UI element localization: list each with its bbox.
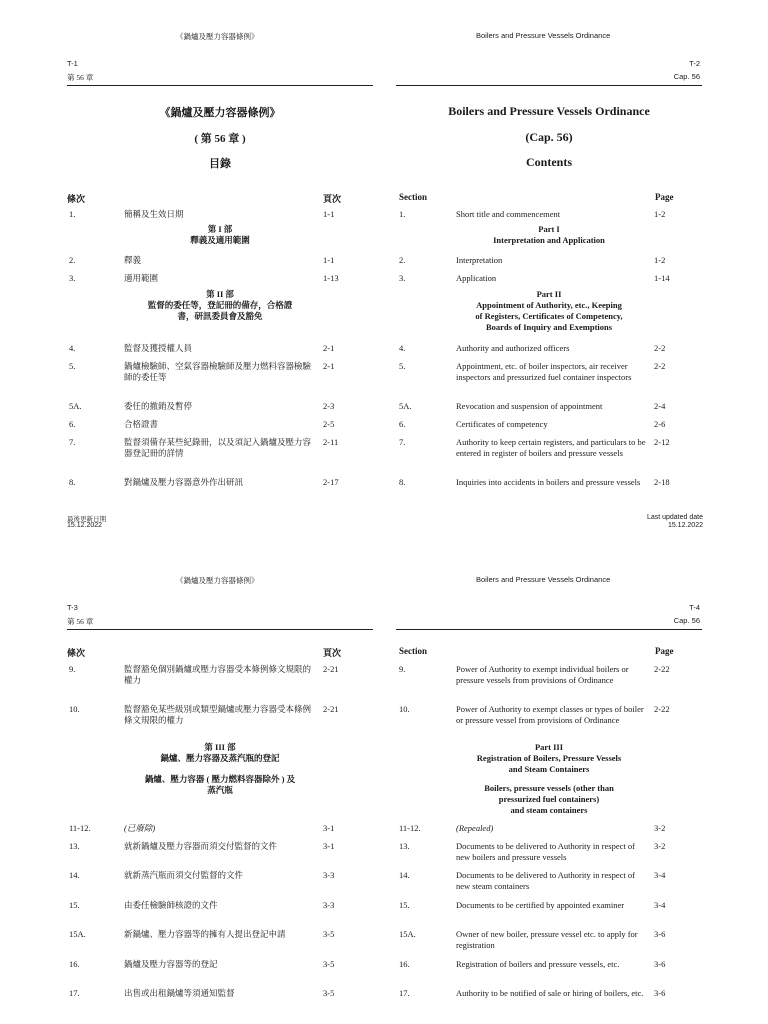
section-title: 就新蒸汽瓶而須交付監督的文件 (124, 870, 244, 880)
section-title: Authority to be notified of sale or hiring of boilers, etc. (456, 988, 644, 998)
part-title-cont: 書，研訊委員會及豁免 (177, 311, 263, 321)
part-title: 鍋爐、壓力容器及蒸汽瓶的登記 (160, 753, 280, 763)
zh-part-heading (67, 224, 373, 246)
part-number: 第 III 部 (204, 742, 236, 752)
section-number: 4. (399, 343, 406, 353)
page-ref: 3-4 (654, 900, 666, 910)
section-title: 由委任檢驗師核證的文件 (124, 900, 218, 910)
page-ref: 3-6 (654, 988, 666, 998)
section-title: Power of Authority to exempt classes or types of boiler or pressure vessel from provisions of Ordinance (456, 704, 644, 725)
page-ref: 2-22 (654, 704, 670, 714)
en-section-header: Section (399, 646, 427, 656)
part-title-cont: Boards of Inquiry and Exemptions (485, 322, 613, 332)
part-number: Part I (538, 224, 560, 234)
section-number: 14. (399, 870, 410, 880)
running-header-zh: 《鍋爐及壓力容器條例》 (176, 32, 259, 41)
part-title: Appointment of Authority, etc., Keeping (476, 300, 622, 310)
page-ref: 2-17 (323, 477, 339, 487)
page-ref: 3-3 (323, 870, 335, 880)
subpart-title-cont: and steam containers (510, 805, 588, 815)
running-header-zh: 《鍋爐及壓力容器條例》 (176, 576, 259, 585)
part-title: 釋義及適用範圍 (190, 235, 250, 245)
page-ref: 3-6 (654, 929, 666, 939)
section-title: (已廢除) (124, 823, 156, 833)
section-title: Short title and commencement (456, 209, 561, 219)
subpart-title-cont: 蒸汽瓶 (207, 785, 233, 795)
en-contents-title: Contents (525, 155, 572, 169)
zh-part-heading (67, 289, 373, 322)
section-number: 2. (399, 255, 406, 265)
section-title: 出售或出租鍋爐等須通知監督 (124, 988, 235, 998)
section-title: 委任的撤銷及暫停 (124, 401, 193, 411)
page-ref: 3-1 (323, 841, 335, 851)
left-page-number: T-3 (67, 603, 78, 612)
part-number: 第 I 部 (207, 224, 233, 234)
section-number: 10. (399, 704, 410, 714)
section-number: 11-12. (69, 823, 91, 833)
en-part-heading (396, 289, 702, 333)
section-number: 8. (69, 477, 76, 487)
section-number: 17. (69, 988, 80, 998)
section-number: 17. (399, 988, 410, 998)
section-title: Documents to be delivered to Authority in respect of new steam containers (456, 870, 635, 891)
page-ref: 2-11 (323, 437, 339, 447)
section-number: 9. (69, 664, 76, 674)
part-title-cont: of Registers, Certificates of Competency, (475, 311, 623, 321)
right-chapter: Cap. 56 (673, 616, 700, 625)
section-title: 新鍋爐、壓力容器等的擁有人提出登記申請 (124, 929, 286, 939)
subpart-title: Boilers, pressure vessels (other than (484, 783, 614, 793)
header-rule-right (396, 85, 702, 86)
section-number: 15. (399, 900, 410, 910)
section-number: 9. (399, 664, 406, 674)
page-ref: 3-2 (654, 841, 666, 851)
section-number: 5. (69, 361, 76, 371)
zh-section-header: 條次 (67, 194, 86, 204)
section-number: 11-12. (399, 823, 421, 833)
section-title: Power of Authority to exempt individual boilers or pressure vessels from provisions of Ordinance (456, 664, 629, 685)
part-number: 第 II 部 (206, 289, 234, 299)
section-title: 就新鍋爐及壓力容器而須交付監督的文件 (124, 841, 278, 851)
section-number: 7. (399, 437, 406, 447)
zh-part-heading (67, 742, 373, 796)
section-number: 16. (69, 959, 80, 969)
page-ref: 1-1 (323, 255, 335, 265)
part-title: Registration of Boilers, Pressure Vessels (476, 753, 622, 763)
section-number: 1. (399, 209, 406, 219)
zh-page-header: 頁次 (323, 194, 342, 204)
zh-chapter-title: ( 第 56 章 ) (194, 133, 246, 145)
section-title: Revocation and suspension of appointment (456, 401, 603, 411)
header-rule-left (67, 629, 373, 630)
page-ref: 2-2 (654, 361, 666, 371)
section-title: Authority to keep certain registers, and particulars to be entered in register of boilers and pressure vessels (456, 437, 646, 458)
section-number: 14. (69, 870, 80, 880)
page-ref: 2-5 (323, 419, 335, 429)
page-ref: 3-1 (323, 823, 335, 833)
section-title: 簡稱及生效日期 (124, 209, 184, 219)
page-ref: 3-6 (654, 959, 666, 969)
page-ref: 1-1 (323, 209, 335, 219)
section-title: 監督及獲授權人員 (124, 343, 193, 353)
page-ref: 1-2 (654, 209, 666, 219)
header-rule-right (396, 629, 702, 630)
section-number: 15. (69, 900, 80, 910)
zh-contents-title: 目錄 (209, 158, 231, 170)
subpart-title-cont: pressurized fuel containers) (498, 794, 600, 804)
section-title: Appointment, etc. of boiler inspectors, air receiver inspectors and pressurized fuel container inspectors (456, 361, 632, 382)
section-title: Documents to be certified by appointed examiner (456, 900, 625, 910)
en-page-header: Page (655, 646, 674, 656)
page-ref: 2-22 (654, 664, 670, 674)
part-title-cont: and Steam Containers (508, 764, 590, 774)
section-number: 5A. (399, 401, 412, 411)
section-number: 5. (399, 361, 406, 371)
right-page-number: T-4 (689, 603, 700, 612)
left-chapter: 第 56 章 (67, 73, 94, 82)
left-page-number: T-1 (67, 59, 78, 68)
section-title: (Repealed) (456, 823, 494, 833)
section-number: 10. (69, 704, 80, 714)
en-page-header: Page (655, 192, 674, 202)
section-number: 6. (69, 419, 76, 429)
running-header-en: Boilers and Pressure Vessels Ordinance (476, 31, 611, 40)
section-number: 15A. (399, 929, 416, 939)
section-number: 7. (69, 437, 76, 447)
section-title: 監督豁免某些級別或類型鍋爐或壓力容器受本條例條文規限的權力 (124, 704, 312, 725)
page-ref: 3-4 (654, 870, 666, 880)
page-ref: 2-2 (654, 343, 666, 353)
section-number: 3. (399, 273, 406, 283)
zh-page-header: 頁次 (323, 648, 342, 658)
en-chapter-title: (Cap. 56) (525, 130, 573, 144)
zh-section-header: 條次 (67, 648, 86, 658)
last-updated-label-zh: 最後更新日期 (67, 516, 106, 523)
section-number: 3. (69, 273, 76, 283)
page-ref: 2-6 (654, 419, 666, 429)
page-ref: 2-4 (654, 401, 666, 411)
header-rule-left (67, 85, 373, 86)
page-ref: 3-3 (323, 900, 335, 910)
section-title: Owner of new boiler, pressure vessel etc. to apply for registration (456, 929, 638, 950)
running-header-en: Boilers and Pressure Vessels Ordinance (476, 575, 611, 584)
section-title: 監督須備存某些紀錄冊，以及須記入鍋爐及壓力容器登記冊的詳情 (124, 437, 312, 458)
section-title: Registration of boilers and pressure vessels, etc. (456, 959, 620, 969)
last-updated-label-en: Last updated date (646, 514, 703, 521)
section-title: Application (456, 273, 497, 283)
section-number: 6. (399, 419, 406, 429)
page-ref: 3-5 (323, 929, 335, 939)
page-ref: 3-2 (654, 823, 666, 833)
section-title: Documents to be delivered to Authority in respect of new boilers and pressure vessels (456, 841, 635, 862)
section-title: 監督豁免個別鍋爐或壓力容器受本條例條文規限的權力 (124, 664, 312, 685)
en-title: Boilers and Pressure Vessels Ordinance (448, 104, 650, 118)
page-ref: 2-21 (323, 664, 339, 674)
page-ref: 2-1 (323, 343, 335, 353)
page-ref: 1-14 (654, 273, 670, 283)
section-title: Authority and authorized officers (456, 343, 570, 353)
page-ref: 2-3 (323, 401, 335, 411)
page-ref: 3-5 (323, 988, 335, 998)
subpart-title: 鍋爐、壓力容器 ( 壓力燃料容器除外 ) 及 (144, 774, 296, 784)
right-page-number: T-2 (689, 59, 700, 68)
last-updated-date-en: 15.12.2022 (667, 522, 703, 529)
section-title: Certificates of competency (456, 419, 548, 429)
section-number: 16. (399, 959, 410, 969)
section-title: 對鍋爐及壓力容器意外作出研訊 (124, 477, 244, 487)
en-part-heading (396, 742, 702, 816)
section-title: 適用範圍 (124, 273, 159, 283)
page-ref: 2-18 (654, 477, 670, 487)
section-number: 13. (399, 841, 410, 851)
part-title: 監督的委任等，登記冊的備存，合格證 (147, 300, 293, 310)
section-number: 8. (399, 477, 406, 487)
section-title: 鍋爐及壓力容器等的登記 (124, 959, 218, 969)
right-chapter: Cap. 56 (673, 72, 700, 81)
section-number: 15A. (69, 929, 86, 939)
en-part-heading (396, 224, 702, 246)
section-number: 4. (69, 343, 76, 353)
last-updated-date-zh: 15.12.2022 (67, 522, 103, 529)
section-number: 5A. (69, 401, 82, 411)
en-section-header: Section (399, 192, 427, 202)
section-number: 1. (69, 209, 76, 219)
section-title: 合格證書 (124, 419, 159, 429)
section-title: 鍋爐檢驗師、空氣容器檢驗師及壓力燃料容器檢驗師的委任等 (124, 361, 312, 382)
page-ref: 2-1 (323, 361, 335, 371)
page-ref: 1-13 (323, 273, 339, 283)
part-number: Part III (534, 742, 564, 752)
section-number: 13. (69, 841, 80, 851)
page-ref: 1-2 (654, 255, 666, 265)
section-title: Interpretation (456, 255, 503, 265)
part-title: Interpretation and Application (493, 235, 605, 245)
section-title: Inquiries into accidents in boilers and pressure vessels (456, 477, 641, 487)
page-ref: 3-5 (323, 959, 335, 969)
page-ref: 2-21 (323, 704, 339, 714)
zh-title: 《鍋爐及壓力容器條例》 (159, 107, 281, 119)
section-title: 釋義 (124, 255, 142, 265)
page-ref: 2-12 (654, 437, 670, 447)
part-number: Part II (536, 289, 562, 299)
left-chapter: 第 56 章 (67, 617, 94, 626)
section-number: 2. (69, 255, 76, 265)
